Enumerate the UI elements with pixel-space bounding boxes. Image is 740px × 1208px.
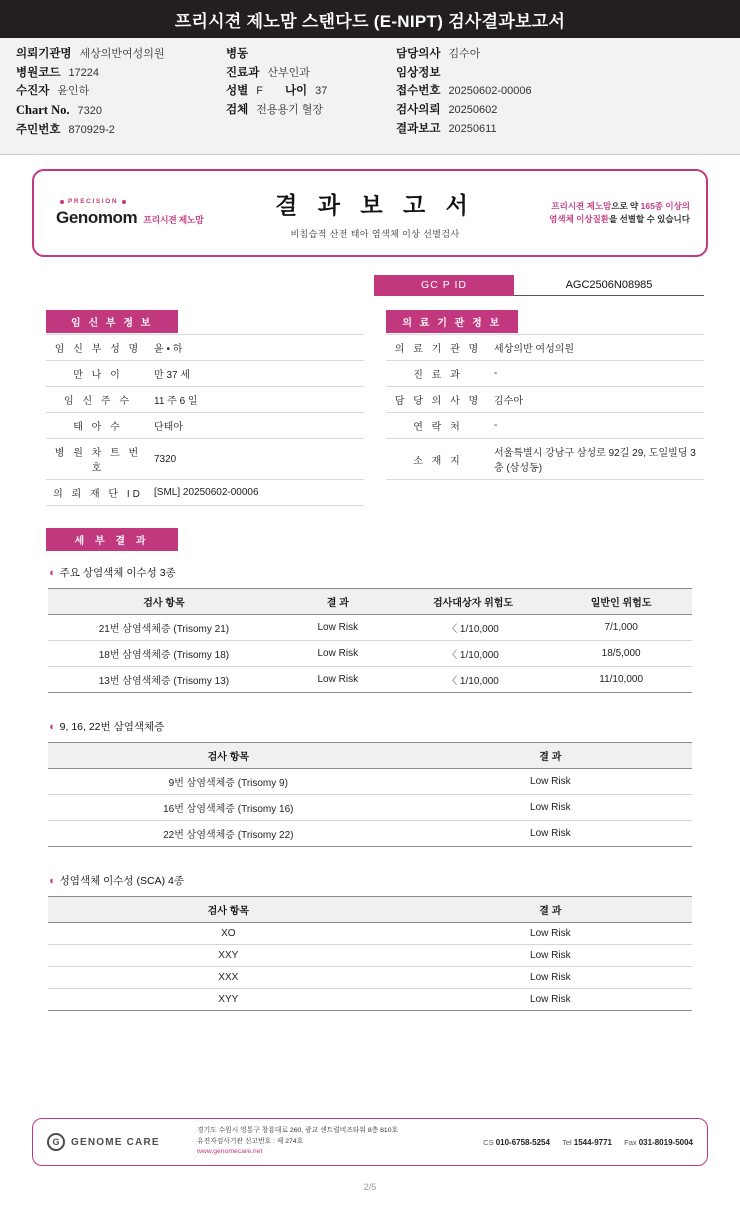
dot-icon [60,200,64,204]
bullet-icon: ◖ [48,875,55,888]
row-key: 의 뢰 재 단 ID [46,480,150,506]
row-key: 만 나 이 [46,361,150,387]
brand-genomom-text: Genomom [56,208,138,228]
brand-logo [50,198,240,228]
header-field-patient [16,85,226,98]
footer-fax-label: Fax [624,1137,637,1147]
value-specimen: 전용용기 혈장 [256,103,324,116]
cell-item: XXX [48,967,409,989]
genome-care-logo-icon: G [47,1133,65,1151]
group-title-3-text: 성염색체 이수성 (SCA) 4종 [59,875,184,888]
table-header-row [48,743,692,769]
row-value: 11 주 6 일 [150,387,364,413]
value-patient: 윤인하 [57,85,90,98]
label-ward: 병동 [226,48,249,60]
row-key: 병 원 차 트 번 호 [46,439,150,480]
label-age: 나이 [284,85,308,98]
cell-result: Low Risk [409,945,692,967]
footer-address-line-2: 유전자검사기관 신고번호 : 제 274호 [197,1137,304,1145]
cell-result: Low Risk [409,967,692,989]
dot-icon [122,200,126,204]
report-subheading: 비침습적 산전 태아 염색체 이상 선별검사 [290,228,460,239]
header-field-order-date [396,104,696,117]
page-title: 프리시젼 제노맘 스탠다드 (E-NIPT) 검사결과보고서 [174,11,566,31]
note-line-1 [510,200,690,213]
footer-tel-label: Tel [562,1137,572,1147]
label-institution: 의뢰기관명 [16,48,72,60]
table-row [46,335,364,361]
header-field-sex-age [226,85,396,98]
detail-results-heading: 세 부 결 과 [46,528,178,551]
header-field-accession [396,85,696,98]
header-field-institution [16,48,226,61]
clinic-info-block [386,310,704,506]
table-row [48,615,692,641]
cell-result: Low Risk [409,769,692,795]
gcp-id-label: GC P ID [374,275,514,296]
group-title-1 [48,565,740,580]
cell-general-risk: 18/5,000 [550,641,692,667]
group-title-2 [48,719,740,734]
brand-precision-text: PRECISION [68,198,119,206]
table-header-row [48,897,692,923]
note-line-2 [510,213,690,226]
report-banner [32,169,708,257]
cell-result: Low Risk [409,923,692,945]
header-field-ssn [16,124,226,137]
label-clinical-info: 임상정보 [396,66,441,79]
table-row [46,361,364,387]
results-table-sca [48,896,692,1011]
page-footer [32,1118,708,1166]
results-table-trisomy-9-16-22 [48,742,692,847]
label-doctor: 담당의사 [396,48,441,60]
bullet-icon: ◖ [48,721,55,734]
footer-address [197,1126,403,1159]
col-header-item: 검사 항목 [48,897,409,923]
value-ssn: 870929-2 [68,123,115,136]
cell-item: XXY [48,945,409,967]
report-heading: 결 과 보 고 서 [275,191,475,218]
table-row [46,413,364,439]
value-department: 산부인과 [267,66,310,79]
cell-general-risk: 11/10,000 [550,667,692,693]
note-text-1: 으로 약 [611,201,641,212]
value-doctor: 김수아 [448,48,481,60]
cell-subject-risk: 〈 1/10,000 [396,615,551,641]
table-row [386,335,704,361]
row-value: 세상의반 여성의원 [490,335,704,361]
group-title-1-text: 주요 상염색체 이수성 3종 [59,567,176,580]
table-header-row [48,589,692,615]
note-count: 165종 이상의 [640,201,690,212]
label-department: 진료과 [226,66,260,79]
brand-korean-text: 프리시젼 제노맘 [143,215,204,226]
row-key: 담 당 의 사 명 [386,387,490,413]
value-age: 37 [315,85,328,98]
cell-result: Low Risk [280,615,396,641]
table-row [48,923,692,945]
table-row [386,361,704,387]
header-field-chart-no [16,104,226,118]
header-column-2 [226,48,396,142]
row-value: - [490,413,704,439]
row-value: [SML] 20250602-00006 [150,480,364,506]
table-row [386,439,704,480]
col-header-result: 결 과 [280,589,396,615]
row-key: 연 락 처 [386,413,490,439]
cell-item: 22번 삼염색체증 (Trisomy 22) [48,821,409,847]
pregnant-info-heading: 임 신 부 정 보 [46,310,178,333]
row-value: - [490,361,704,387]
brand-precision-line [56,198,240,205]
patient-header-band [0,38,740,155]
table-row [48,641,692,667]
clinic-info-table [386,334,704,480]
table-row [48,667,692,693]
col-header-result: 결 과 [409,743,692,769]
col-header-subject-risk: 검사대상자 위험도 [396,589,551,615]
col-header-item: 검사 항목 [48,589,280,615]
footer-cs-label: CS [483,1137,494,1147]
row-value: 단태아 [150,413,364,439]
header-field-hospital-code [16,67,226,80]
table-row [46,480,364,506]
row-value: 윤 • 하 [150,335,364,361]
table-row [48,945,692,967]
table-row [48,821,692,847]
label-patient: 수진자 [16,85,50,98]
footer-fax-value: 031-8019-5004 [638,1137,693,1147]
cell-item: XO [48,923,409,945]
table-row [386,413,704,439]
report-banner-center [240,187,510,240]
col-header-general-risk: 일반인 위험도 [550,589,692,615]
footer-logo-text: GENOME CARE [71,1136,160,1148]
label-chart-no: Chart No. [16,102,70,117]
header-field-specimen [226,104,396,117]
header-column-1 [16,48,226,142]
footer-cs-value: 010-6758-5254 [495,1137,550,1147]
header-field-doctor [396,48,696,61]
note-text-2: 을 선별할 수 있습니다 [609,214,690,225]
page-number: 2/5 [363,1182,377,1192]
header-field-report-date [396,123,696,136]
cell-subject-risk: 〈 1/10,000 [396,667,551,693]
bullet-icon: ◖ [48,567,55,580]
cell-general-risk: 7/1,000 [550,615,692,641]
header-column-3 [396,48,696,142]
table-row [48,989,692,1011]
table-row [46,439,364,480]
cell-item: 16번 삼염색체증 (Trisomy 16) [48,795,409,821]
value-report-date: 20250611 [448,122,497,135]
row-value: 만 37 세 [150,361,364,387]
cell-item: 13번 삼염색체증 (Trisomy 13) [48,667,280,693]
pregnant-info-block [46,310,364,506]
row-value: 7320 [150,439,364,480]
row-key: 임 신 부 성 명 [46,335,150,361]
table-row [46,387,364,413]
table-row [48,967,692,989]
row-key: 태 아 수 [46,413,150,439]
footer-logo [47,1133,197,1151]
value-institution: 세상의반여성의원 [79,48,165,60]
col-header-item: 검사 항목 [48,743,409,769]
info-columns [46,310,704,506]
table-row [386,387,704,413]
cell-result: Low Risk [280,667,396,693]
table-row [48,795,692,821]
note-disease: 염색체 이상질환 [549,214,609,225]
note-brand: 프리시젼 제노맘 [551,201,612,212]
row-key: 임 신 주 수 [46,387,150,413]
value-sex: F [256,85,263,98]
brand-main-line [56,208,240,228]
header-field-department [226,67,396,80]
label-report-date: 결과보고 [396,122,441,135]
value-accession: 20250602-00006 [448,85,532,98]
gcp-id-row [0,275,704,296]
label-hospital-code: 병원코드 [16,66,61,79]
header-field-clinical-info [396,67,696,80]
pregnant-info-table [46,334,364,506]
label-order-date: 검사의뢰 [396,103,441,116]
results-table-autosomal [48,588,692,693]
value-order-date: 20250602 [448,103,498,116]
footer-contacts [403,1138,693,1147]
cell-result: Low Risk [409,795,692,821]
footer-address-line-1: 경기도 수원시 영통구 창룡대로 260, 광교 센트럴비즈타워 8층 810호 [197,1126,399,1134]
cell-result: Low Risk [280,641,396,667]
label-accession: 접수번호 [396,85,441,98]
cell-item: XYY [48,989,409,1011]
value-hospital-code: 17224 [68,66,100,79]
label-ssn: 주민번호 [16,123,61,136]
table-row [48,769,692,795]
footer-tel-value: 1544-9771 [573,1137,613,1147]
row-value: 서울특별시 강남구 삼성로 92길 29, 도일빌딩 3층 (삼성동) [490,439,704,480]
report-banner-note [510,200,690,226]
row-key: 진 료 과 [386,361,490,387]
gcp-id-wrap [374,275,704,296]
label-sex: 성별 [226,85,249,98]
label-specimen: 검체 [226,103,249,116]
header-field-ward [226,48,396,61]
cell-result: Low Risk [409,989,692,1011]
row-key: 의 료 기 관 명 [386,335,490,361]
gcp-id-value: AGC2506N08985 [514,275,704,296]
col-header-result: 결 과 [409,897,692,923]
footer-website-link[interactable]: www.genomecare.net [197,1148,263,1156]
cell-result: Low Risk [409,821,692,847]
page-title-bar [0,0,740,38]
row-key: 소 재 지 [386,439,490,480]
clinic-info-heading: 의 료 기 관 정 보 [386,310,518,333]
value-chart-no: 7320 [77,104,102,117]
cell-item: 18번 삼염색체증 (Trisomy 18) [48,641,280,667]
cell-subject-risk: 〈 1/10,000 [396,641,551,667]
row-value: 김수아 [490,387,704,413]
group-title-3 [48,873,740,888]
group-title-2-text: 9, 16, 22번 삼염색체증 [59,721,165,734]
cell-item: 9번 삼염색체증 (Trisomy 9) [48,769,409,795]
cell-item: 21번 삼염색체증 (Trisomy 21) [48,615,280,641]
